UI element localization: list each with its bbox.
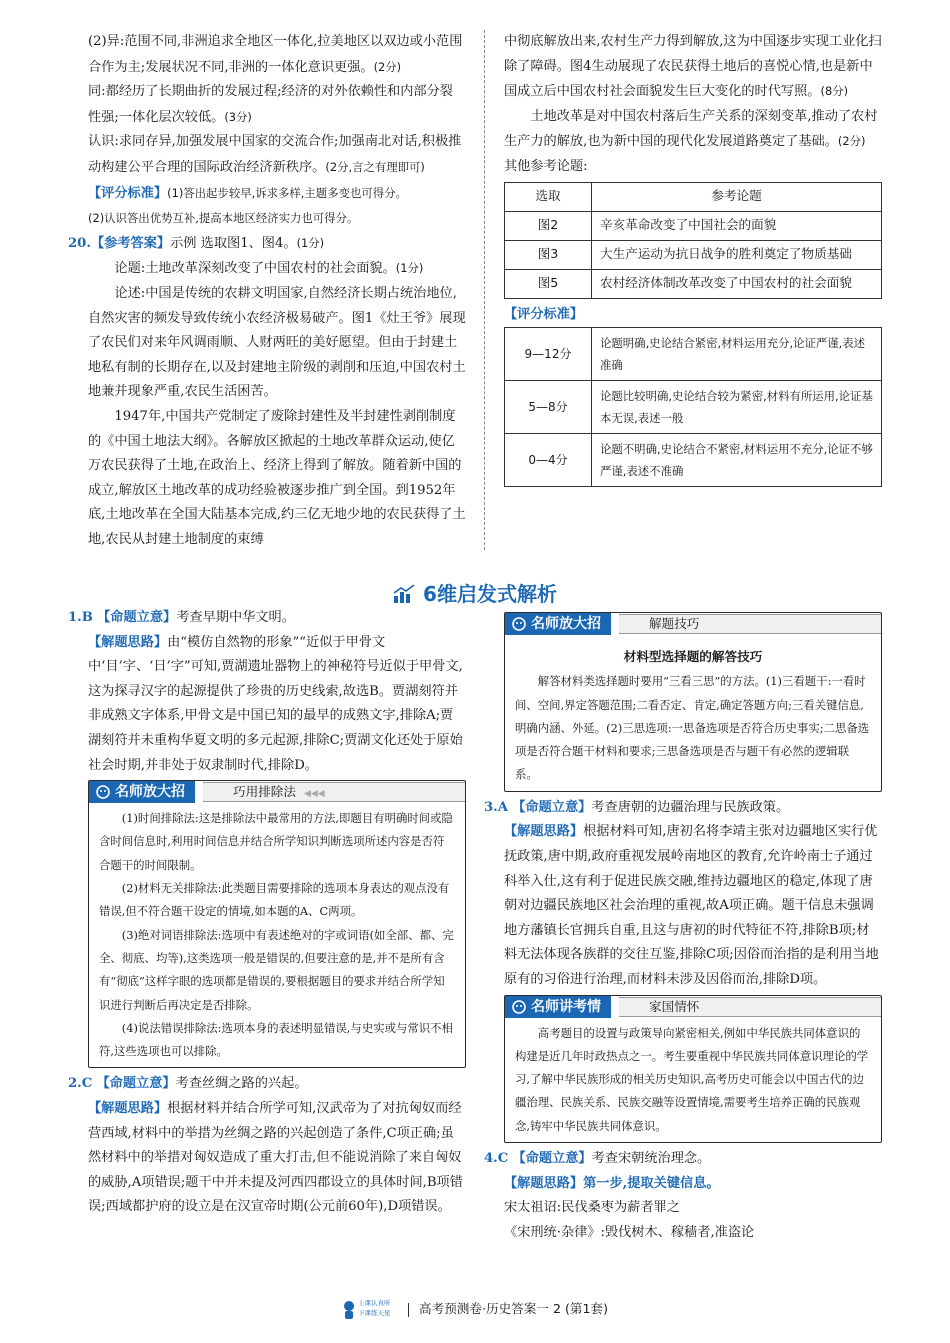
- table-cell: 论题明确,史论结合紧密,材料运用充分,论证严谨,表述准确: [592, 328, 882, 381]
- table-cell: 图3: [505, 240, 592, 269]
- q3-intent: 3.A 【命题立意】考查唐朝的边疆治理与民族政策。: [484, 799, 790, 815]
- table-row: [505, 434, 882, 487]
- bottom-right-column: [484, 610, 882, 1245]
- section-title-text: 6维启发式解析: [423, 582, 557, 606]
- table-row: [505, 381, 882, 434]
- tip-header: [505, 996, 881, 1018]
- table-row: [505, 328, 882, 381]
- scoring-table: [504, 327, 882, 487]
- q4-line-2: 《宋刑统·杂律》:毁伐树木、稼穑者,准盗论: [504, 1224, 755, 1240]
- tip-badge-text: 名师放大招: [115, 784, 185, 801]
- q4-intent: 4.C 【命题立意】考查宋朝统治理念。: [484, 1151, 711, 1167]
- q1-idea: 【解题思路】由“模仿自然物的形象”“近似于甲骨文中‘目’字、‘日’字”可知,贾湖遗址器物上的神秘符号近似于甲骨文,这为探寻汉字的起源提供了珍贵的历史线索,故选B。贾湖刻符并非成熟文字体系,甲骨文是中国已知的最早的成熟文字,排除A;贾湖刻符并未重构华夏文明的多元起源,排除C;贾湖文化还处于原始社会时期,并非处于奴隶制时代,排除D。: [88, 634, 463, 773]
- q2-intent: 2.C 【命题立意】考查丝绸之路的兴起。: [68, 1076, 308, 1092]
- table-cell: 论题不明确,史论结合不紧密,材料运用不充分,论证不够严谨,表述不准确: [592, 434, 882, 487]
- logo-text-top: 上课认真听: [357, 1298, 391, 1307]
- table-header: 选取: [505, 182, 592, 211]
- tip-item: 解答材料类选择题时要用“三看三思”的方法。(1)三看题干:一看时间、空间,界定答题范围;二看否定、肯定,确定答题方向;三看关键信息,明确内涵、外延。(2)三思选项:一思备选项是否符合历史事实;二思备选项是否符合题干材料和要求;三思备选项是否与题干有必然的逻辑联系。: [515, 674, 870, 782]
- top-left-column: [68, 30, 466, 552]
- mascot-icon: [511, 999, 527, 1015]
- answer-same: 同:都经历了长期曲折的发展过程;经济的对外依赖性和内部分裂性强;一体化层次较低。(3分): [88, 84, 453, 125]
- tip-body: [89, 803, 465, 1063]
- column-divider: [484, 30, 486, 550]
- q20-thesis: 论题:土地改革深刻改变了中国农村的社会面貌。(1分): [114, 261, 424, 277]
- chevrons-icon: ◀◀◀: [303, 789, 325, 800]
- other-topics-label: 其他参考论题:: [504, 158, 588, 174]
- table-row: [505, 240, 882, 269]
- other-topics-table: [504, 182, 882, 299]
- table-cell: 0—4分: [505, 434, 592, 487]
- tip-header: [505, 613, 881, 635]
- tip-badge-text: 名师讲考情: [531, 998, 601, 1015]
- tip-item: (2)材料无关排除法:此类题目需要排除的选项本身表达的观点没有错误,但不符合题干设定的情境,如本题的A、C两项。: [99, 881, 450, 919]
- tip-item: 高考题目的设置与政策导向紧密相关,例如中华民族共同体意识的构建是近几年时政热点之一。考生要重视中华民族共同体意识理论的学习,了解中华民族形成的相关历史知识,高考历史可能会以中国古代的边疆治理、民族关系、民族交融等设置情境,需要考生培养正确的民族观念,铸牢中华民族共同体意识。: [515, 1025, 869, 1133]
- table-cell: 辛亥革命改变了中国社会的面貌: [592, 211, 882, 240]
- logo-mascot-icon: [342, 1300, 356, 1320]
- section-title: [0, 578, 950, 607]
- answer-diff: (2)异:范围不同,非洲追求全地区一体化,拉美地区以双边或小范围合作为主;发展状况不同,非洲的一体化意识更强。(2分): [88, 34, 463, 75]
- tip-box-technique: [504, 612, 882, 792]
- tip-item: (3)绝对词语排除法:选项中有表述绝对的字或词语(如全部、都、完全、彻底、均等),这类选项一般是错误的,但要注意的是,并不是所有含有“彻底”这样字眼的选项都是错误的,要根据题目的要求并结合所学知识进行判断后再决定是否排除。: [99, 927, 454, 1012]
- q1-intent: 1.B 【命题立意】考查早期中华文明。: [68, 610, 295, 625]
- answer-view: 认识:求同存异,加强发展中国家的交流合作;加强南北对话,积极推动构建公平合理的国际政治经济新秩序。(2分,言之有理即可): [88, 134, 462, 175]
- bottom-left-column: [68, 606, 466, 1220]
- score-standard-label: 【评分标准】: [504, 306, 584, 322]
- tip-body: [505, 1018, 881, 1138]
- q20-argument-3: 中彻底解放出来,农村生产力得到解放,这为中国逐步实现工业化扫除了障碍。图4生动展现了农民获得土地后的喜悦心情,也是新中国成立后中国农村社会面貌发生巨大变化的时代写照。(8分): [504, 34, 882, 100]
- table-header-row: [505, 182, 882, 211]
- q20-argument-4: 土地改革是对中国农村落后生产关系的深刻变革,推动了农村生产力的解放,也为新中国的现代化发展道路奠定了基础。(2分): [504, 108, 878, 150]
- brand-logo: [342, 1299, 394, 1321]
- top-right-column: [504, 30, 882, 487]
- q3-idea: 【解题思路】根据材料可知,唐初名将李靖主张对边疆地区实行优抚政策,唐中期,政府重视发展岭南地区的教育,允许岭南士子通过科举入仕,这有利于促进民族交融,维持边疆地区的稳定,体现了唐朝对边疆民族地区社会治理的重视,故A项正确。题干信息未强调地方藩镇长官拥兵自重,且这与唐初的时代特征不符,排除B项;材料无法体现各族群的交往互鉴,排除C项;因俗而治指的是利用当地原有的习俗进行治理,而材料未涉及因俗而治,排除D项。: [504, 824, 879, 987]
- tip-body: [505, 635, 881, 787]
- q20-argument-2: 1947年,中国共产党制定了废除封建性及半封建性剥削制度的《中国土地法大纲》。各解放区掀起的土地改革群众运动,使亿万农民获得了土地,在政治上、经济上得到了解放。随着新中国的成立,解放区土地改革的成功经验被逐步推广到全国。到1952年底,土地改革在全国大陆基本完成,约三亿无地少地的农民获得了土地,农民从封建土地制度的束缚: [88, 408, 466, 547]
- table-cell: 农村经济体制改革改变了中国农村的社会面貌: [592, 269, 882, 298]
- table-cell: 图2: [505, 211, 592, 240]
- table-row: [505, 211, 882, 240]
- score-standard-2: (2)认识答出优势互补,提高本地区经济实力也可得分。: [88, 211, 359, 226]
- mascot-icon: [511, 616, 527, 632]
- q4-idea: 【解题思路】第一步,提取关键信息。: [504, 1175, 720, 1191]
- tip-subtitle: 巧用排除法 ◀◀◀: [203, 782, 465, 802]
- table-row: [505, 269, 882, 298]
- page-footer: [0, 1298, 950, 1321]
- tip-badge: [505, 613, 611, 635]
- q2-idea: 【解题思路】根据材料并结合所学可知,汉武帝为了对抗匈奴而经营西域,材料中的举措为丝绸之路的兴起创造了条件,C项正确;虽然材料中的举措对匈奴造成了重大打击,但不能说消除了来自匈奴的威胁,A项错误;题干中并未提及河西四郡设立的具体时间,B项错误;西域都护府的设立是在汉宣帝时期(公元前60年),D项错误。: [88, 1101, 463, 1215]
- logo-text-bottom: 下课练天星: [357, 1308, 391, 1317]
- footer-divider: [408, 1303, 409, 1317]
- table-cell: 图5: [505, 269, 592, 298]
- tip-badge: [505, 996, 611, 1018]
- tip-title: 材料型选择题的解答技巧: [623, 649, 763, 664]
- tip-box-exclusion: [88, 780, 466, 1068]
- footer-text: 高考预测卷·历史答案一 2 (第1套): [419, 1301, 609, 1316]
- table-header: 参考论题: [592, 182, 882, 211]
- tip-item: (1)时间排除法:这是排除法中最常用的方法,即题目有明确时间或隐含时间信息时,利用时间信息并结合所学知识判断选项所述内容是否符合题干的时间限制。: [99, 811, 453, 872]
- tip-item: (4)说法错误排除法:选项本身的表述明显错误,与史实或与常识不相符,这些选项也可以排除。: [99, 1020, 453, 1059]
- bar-chart-icon: [393, 584, 415, 604]
- table-cell: 9—12分: [505, 328, 592, 381]
- tip-header: [89, 781, 465, 803]
- q20-argument-1: 论述:中国是传统的农耕文明国家,自然经济长期占统治地位,自然灾害的频发导致传统小农经济极易破产。图1《灶王爷》展现了农民们对来年风调雨顺、人财两旺的美好愿望。但由于封建土地私有制的长期存在,以及封建地主阶级的剥削和压迫,中国农村土地兼并现象严重,农民生活困苦。: [88, 285, 466, 400]
- table-cell: 大生产运动为抗日战争的胜利奠定了物质基础: [592, 240, 882, 269]
- table-cell: 5—8分: [505, 381, 592, 434]
- tip-subtitle: 解题技巧: [619, 614, 881, 634]
- q20-head: 20.【参考答案】示例 选取图1、图4。(1分): [68, 235, 325, 251]
- score-standard: 【评分标准】(1)答出起步较早,诉求多样,主题多变也可得分。: [88, 185, 407, 201]
- tip-subtitle: 家国情怀: [619, 997, 881, 1017]
- tip-badge: [89, 781, 195, 803]
- tip-box-patriotism: [504, 995, 882, 1143]
- table-cell: 论题比较明确,史论结合较为紧密,材料有所运用,论证基本无误,表述一般: [592, 381, 882, 434]
- mascot-icon: [95, 784, 111, 800]
- tip-badge-text: 名师放大招: [531, 616, 601, 632]
- q4-line-1: 宋太祖诏:民伐桑枣为薪者罪之: [504, 1200, 680, 1216]
